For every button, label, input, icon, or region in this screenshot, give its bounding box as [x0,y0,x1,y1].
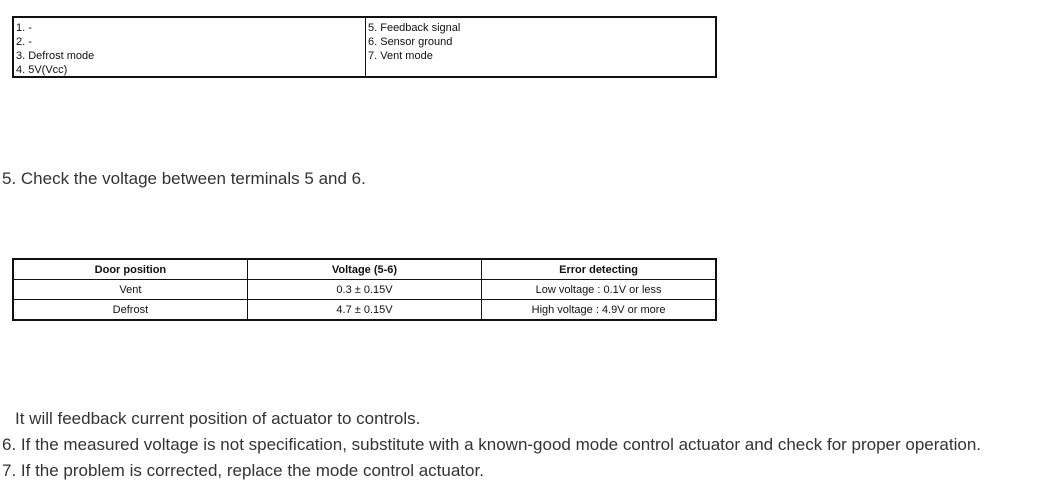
terminal-item: 7. Vent mode [368,50,433,62]
column-header: Door position [13,259,247,280]
voltage-table [12,258,717,321]
column-header: Error detecting [482,259,716,280]
terminal-item: 4. 5V(Vcc) [16,64,68,76]
table-cell: Low voltage : 0.1V or less [482,280,716,300]
terminal-column-right [366,18,715,76]
table-cell: 4.7 ± 0.15V [247,300,481,321]
table-cell: Defrost [13,300,247,321]
terminal-column-left [14,18,366,76]
step-6-text: 6. If the measured voltage is not specification, substitute with a known-good mode control actuator and check for proper operation. [2,435,982,454]
step-5-text: 5. Check the voltage between terminals 5 and 6. [2,169,366,188]
column-header: Voltage (5-6) [247,259,481,280]
table-cell: Vent [13,280,247,300]
terminal-item: 2. - [16,36,32,48]
table-header-row [13,259,716,280]
table-cell: 0.3 ± 0.15V [247,280,481,300]
table-row [13,280,716,300]
terminal-item: 5. Feedback signal [368,22,461,34]
terminal-item: 3. Defrost mode [16,50,95,62]
feedback-note: It will feedback current position of actuator to controls. [15,409,421,428]
terminal-item: 1. - [16,22,32,34]
table-row [13,300,716,321]
step-7-text: 7. If the problem is corrected, replace the mode control actuator. [2,461,484,480]
table-cell: High voltage : 4.9V or more [482,300,716,321]
terminal-item: 6. Sensor ground [368,36,453,48]
terminal-table [12,16,717,78]
